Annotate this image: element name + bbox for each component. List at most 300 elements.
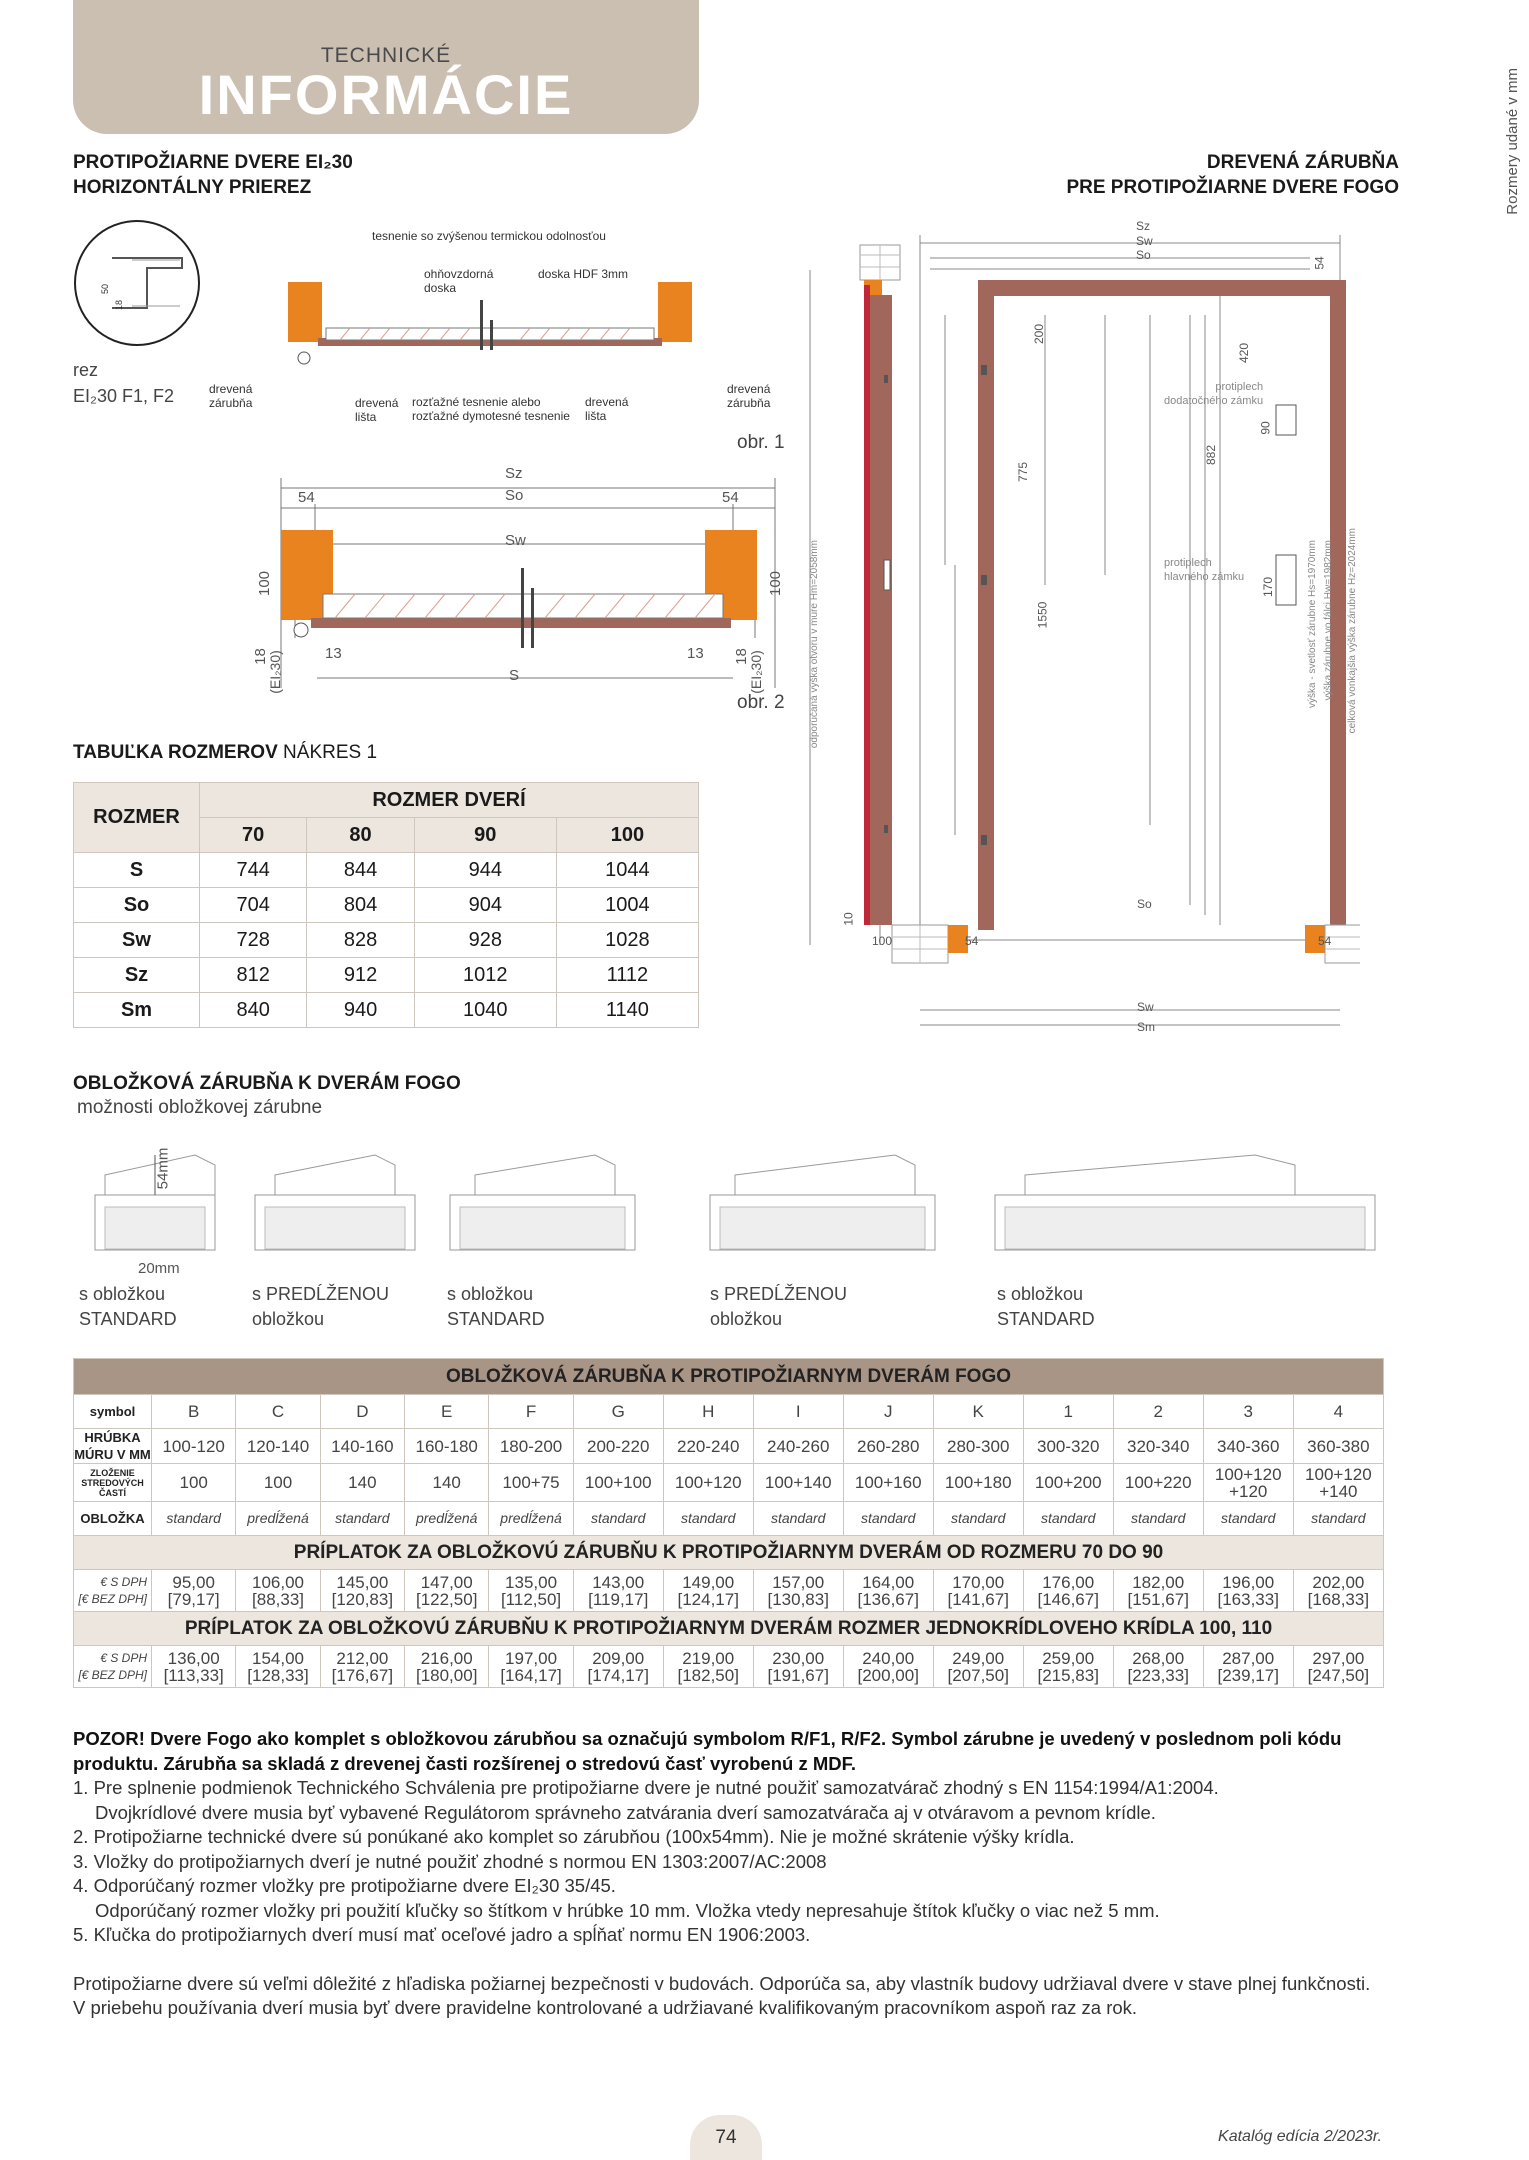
composition-value: 140	[432, 1473, 461, 1492]
surcharge1-price-net: [136,67]	[857, 1589, 919, 1609]
surcharge1-price-net: [151,67]	[1127, 1589, 1189, 1609]
surcharge2-price-vat: 197,00	[505, 1648, 558, 1668]
fig2-ei30-right: (EI₂30)	[747, 650, 764, 694]
detail-circle-drawing	[72, 218, 202, 348]
cell: 1044	[556, 853, 698, 888]
row-header: Sw	[74, 923, 200, 958]
lining-cell: predĺžená	[236, 1502, 320, 1536]
fig2-d54-right: 54	[722, 489, 739, 506]
expansion-seal-label	[412, 395, 570, 423]
note-1: 1. Pre splnenie podmienok Technického Schválenia pre protipožiarne dvere je nutné použiť samozatvárač zhodný s EN 1154:1994/A1:2004.	[73, 1777, 1219, 1798]
fig3-d10: 10	[841, 912, 856, 926]
lining-cell: standard	[320, 1502, 404, 1536]
surcharge2-price-cell	[1113, 1646, 1203, 1688]
surcharge1-price-vat: 164,00	[862, 1572, 915, 1592]
composition-cell	[933, 1464, 1023, 1502]
composition-cell	[1023, 1464, 1113, 1502]
size-table-title-bold: TABUĽKA ROZMEROV	[73, 742, 278, 763]
expansion-seal-label-2: rozťažné dymotesné tesnenie	[412, 409, 570, 423]
fig3-bottom-54-right: 54	[1318, 934, 1332, 948]
fig3-bottom-54-left: 54	[965, 934, 979, 948]
composition-value: 100+220	[1124, 1473, 1192, 1492]
composition-label-2: STREDOVÝCH ČASTÍ	[81, 1477, 144, 1498]
surcharge2-price-net: [164,17]	[500, 1665, 562, 1685]
cell: 912	[307, 958, 414, 993]
surcharge2-price-net: [176,67]	[331, 1665, 394, 1685]
thickness-cell: 220-240	[663, 1429, 753, 1464]
note-4b: Odporúčaný rozmer vložky pri použití kľučky so štítkom v hrúbke 10 mm. Vložka vtedy nepresahuje štítok kľučky o viac než 5 mm.	[95, 1899, 1160, 1921]
frame-caption-line2: STANDARD	[79, 1309, 177, 1329]
cell: 904	[414, 888, 556, 923]
surcharge1-price-net: [122,50]	[415, 1589, 478, 1609]
surcharge2-price-cell	[320, 1646, 404, 1688]
board-label-1: ohňovzdorná	[424, 267, 494, 281]
fig2-section-drawing	[255, 468, 795, 698]
surcharge2-price-net: [223,33]	[1127, 1665, 1189, 1685]
size-col-group: ROZMER DVERÍ	[200, 783, 699, 818]
composition-value: 100+180	[944, 1473, 1012, 1492]
strip-left-label-1: drevená	[355, 396, 399, 410]
rez-label: rez	[73, 360, 99, 380]
cell: 1040	[414, 993, 556, 1028]
surcharge2-price-cell	[663, 1646, 753, 1688]
composition-cell	[236, 1464, 320, 1502]
surcharge1-price-cell	[489, 1570, 573, 1612]
board-label-2: doska	[424, 281, 457, 295]
fig2-caption: obr. 2	[737, 692, 785, 713]
frame-caption-line2: obložkou	[252, 1309, 325, 1329]
lining-cell: standard	[1113, 1502, 1203, 1536]
symbol-cell: B	[152, 1395, 236, 1429]
composition-value-extra: +140	[1319, 1481, 1358, 1501]
catalog-edition: Katalóg edícia 2/2023r.	[1218, 2128, 1382, 2145]
strip-left-label	[355, 396, 398, 424]
hdf-label: doska HDF 3mm	[538, 267, 629, 281]
surcharge2-price-vat: 216,00	[420, 1648, 473, 1668]
surcharge1-price-label	[74, 1570, 152, 1612]
composition-value: 100+200	[1034, 1473, 1102, 1492]
surcharge1-price-cell	[236, 1570, 320, 1612]
composition-cell	[573, 1464, 663, 1502]
section1-title	[73, 150, 353, 200]
plate-main-label-2: hlavného zámku	[1164, 571, 1245, 583]
fig3-d90: 90	[1258, 421, 1273, 435]
surcharge2-price-vat: 230,00	[772, 1648, 825, 1668]
header-tab	[73, 0, 699, 134]
composition-value: 100+120	[1214, 1464, 1282, 1484]
composition-cell	[1113, 1464, 1203, 1502]
table-row	[74, 1359, 1384, 1395]
surcharge2-price-cell	[573, 1646, 663, 1688]
surcharge1-price-cell	[663, 1570, 753, 1612]
fig3-d54: 54	[1312, 256, 1327, 270]
frame-d54: 54mm	[154, 1147, 172, 1190]
rez-code: EI₂30 F1, F2	[73, 386, 175, 406]
note-3: 3. Vložky do protipožiarnych dverí je nutné použiť zhodné s normou EN 1303:2007/AC:2008	[73, 1850, 827, 1872]
table-row	[74, 853, 699, 888]
fig3-d200: 200	[1032, 323, 1047, 345]
surcharge1-price-cell	[1113, 1570, 1203, 1612]
surcharge2-price-vat: 259,00	[1042, 1648, 1095, 1668]
composition-value: 100+120	[674, 1473, 742, 1492]
cell: 1112	[556, 958, 698, 993]
surcharge2-price-net: [128,33]	[247, 1665, 309, 1685]
surcharge1-price-cell	[152, 1570, 236, 1612]
strip-left-label-2: lišta	[355, 410, 377, 424]
frame-right-label-1: drevená	[727, 382, 771, 396]
surcharge2-price-net: [239,17]	[1217, 1665, 1279, 1685]
composition-value: 100+75	[502, 1473, 560, 1492]
surcharge2-price-cell	[933, 1646, 1023, 1688]
surcharge2-price-cell	[1023, 1646, 1113, 1688]
fig3-bottom-sw: Sw	[1137, 1000, 1154, 1014]
frames-title: OBLOŽKOVÁ ZÁRUBŇA K DVERÁM FOGO	[73, 1073, 461, 1094]
cell: 1004	[556, 888, 698, 923]
cell: 940	[307, 993, 414, 1028]
table-row	[74, 1536, 1384, 1570]
composition-cell	[320, 1464, 404, 1502]
closing-note: Protipožiarne dvere sú veľmi dôležité z hľadiska požiarnej bezpečnosti v budovách. Odporúča sa, aby vlastník budovy udržiaval dvere v stave plnej funkčnosti. V priebehu používania dverí musia byť dvere pravidelne kontrolované a udržiavané kvalifikovaným pracovníkom aspoň raz za rok.	[73, 1972, 1371, 2018]
frame-left-label	[209, 382, 252, 410]
thickness-cell: 340-360	[1203, 1429, 1293, 1464]
composition-value: 100	[263, 1473, 293, 1492]
lining-cell: standard	[1293, 1502, 1383, 1536]
thickness-cell: 320-340	[1113, 1429, 1203, 1464]
fig3-light-height: výška - svetlosť zárubne Hs=1970mm	[1307, 540, 1318, 708]
table-row	[74, 923, 699, 958]
table-row	[74, 993, 699, 1028]
plate-main-label	[1164, 556, 1244, 584]
symbol-cell: H	[663, 1395, 753, 1429]
surcharge1-price-cell	[753, 1570, 843, 1612]
size-col: 70	[200, 818, 307, 853]
size-col: 100	[556, 818, 698, 853]
thickness-cell: 360-380	[1293, 1429, 1383, 1464]
surcharge2-price-net: [182,50]	[677, 1665, 739, 1685]
surcharge1-price-vat: 157,00	[772, 1572, 825, 1592]
surcharge1-price-net: [79,17]	[167, 1589, 220, 1609]
table-row	[74, 1612, 1384, 1646]
fogo-title: OBLOŽKOVÁ ZÁRUBŇA K PROTIPOŽIARNYM DVERÁM FOGO	[74, 1359, 1384, 1395]
note-5: 5. Kľučka do protipožiarnych dverí musí mať oceľové jadro a spĺňať normu EN 1906:2003.	[73, 1924, 811, 1945]
surcharge1-price-net: [124,17]	[677, 1589, 739, 1609]
table-row	[74, 888, 699, 923]
notes-block	[73, 1727, 1384, 2021]
surcharge2-price-vat: 240,00	[862, 1648, 915, 1668]
cell: 804	[307, 888, 414, 923]
plate-extra-label-2: dodatočného zámku	[1164, 395, 1264, 407]
section2-title	[1066, 150, 1399, 200]
frame-d20: 20mm	[138, 1260, 180, 1277]
surcharge2-price-vat: 249,00	[952, 1648, 1005, 1668]
cell: 704	[200, 888, 307, 923]
section1-title-line2: HORIZONTÁLNY PRIEREZ	[73, 177, 312, 198]
composition-cell	[843, 1464, 933, 1502]
frame-caption-line1: s PREDĹŽENOU	[252, 1284, 390, 1304]
composition-value: 100	[179, 1473, 208, 1492]
lining-cell: standard	[573, 1502, 663, 1536]
symbol-cell: D	[320, 1395, 404, 1429]
fig3-sw: Sw	[1136, 234, 1153, 248]
thickness-label-1: HRÚBKA	[84, 1430, 141, 1445]
composition-label	[74, 1464, 152, 1502]
frame-caption-line2: obložkou	[710, 1309, 783, 1329]
composition-cell	[663, 1464, 753, 1502]
section1-title-line1: PROTIPOŽIARNE DVERE EI₂30	[73, 152, 353, 173]
row-header: Sz	[74, 958, 200, 993]
cell: 812	[200, 958, 307, 993]
surcharge2-price-net: [215,83]	[1037, 1665, 1099, 1685]
surcharge2-price-vat: 268,00	[1132, 1648, 1185, 1668]
surcharge2-price-label-1: € S DPH	[100, 1650, 147, 1665]
symbol-cell: 2	[1113, 1395, 1203, 1429]
composition-cell	[489, 1464, 573, 1502]
surcharge2-price-cell	[236, 1646, 320, 1688]
thickness-label	[74, 1429, 152, 1464]
table-row	[74, 1570, 1384, 1612]
thickness-cell: 300-320	[1023, 1429, 1113, 1464]
frame-caption-line2: STANDARD	[997, 1309, 1095, 1329]
table-row	[74, 1502, 1384, 1536]
row-header: S	[74, 853, 200, 888]
symbol-cell: K	[933, 1395, 1023, 1429]
fig3-so: So	[1136, 248, 1151, 262]
expansion-seal-label-1: rozťažné tesnenie alebo	[412, 395, 541, 409]
cell: 928	[414, 923, 556, 958]
fig3-rebate-height: výška zárubne vo fálci Hw=1982mm	[1323, 540, 1334, 701]
surcharge1-price-cell	[1203, 1570, 1293, 1612]
cell: 1012	[414, 958, 556, 993]
composition-cell	[405, 1464, 489, 1502]
surcharge2-price-vat: 297,00	[1312, 1648, 1365, 1668]
surcharge2-price-net: [207,50]	[947, 1665, 1009, 1685]
fig3-total-height: celková vonkajšia výška zárubne Hz=2024mm	[1347, 528, 1358, 734]
surcharge1-price-net: [141,67]	[947, 1589, 1009, 1609]
fig3-sz: Sz	[1136, 219, 1151, 233]
lining-cell: standard	[663, 1502, 753, 1536]
fig1-section-drawing	[280, 270, 740, 380]
fig2-s: S	[509, 667, 520, 684]
composition-label-1: ZLOŽENIE	[90, 1467, 135, 1478]
surcharge2-price-label-2: [€ BEZ DPH]	[78, 1667, 147, 1682]
surcharge2-price-cell	[843, 1646, 933, 1688]
lining-cell: standard	[1023, 1502, 1113, 1536]
surcharge1-price-vat: 176,00	[1042, 1572, 1095, 1592]
surcharge1-price-cell	[405, 1570, 489, 1612]
fig3-d170: 170	[1261, 576, 1276, 598]
surcharge2-price-label	[74, 1646, 152, 1688]
frame-caption	[710, 1282, 847, 1332]
composition-cell	[1203, 1464, 1293, 1502]
surcharge2-price-vat: 212,00	[336, 1648, 389, 1668]
frames-subtitle: možnosti obložkovej zárubne	[77, 1097, 323, 1118]
surcharge2-price-cell	[1293, 1646, 1383, 1688]
surcharge1-price-vat: 182,00	[1132, 1572, 1185, 1592]
table-row	[74, 1395, 1384, 1429]
lining-cell: standard	[753, 1502, 843, 1536]
units-note: Rozmery udané v mm	[1504, 68, 1521, 215]
fig2-d54-left: 54	[298, 489, 315, 506]
fig2-ei30-left: (EI₂30)	[266, 650, 283, 694]
thickness-cell: 140-160	[320, 1429, 404, 1464]
surcharge2-price-cell	[489, 1646, 573, 1688]
surcharge1-price-net: [88,33]	[252, 1589, 305, 1609]
frame-left-label-2: zárubňa	[209, 396, 253, 410]
note-2: 2. Protipožiarne technické dvere sú ponúkané ako komplet so zárubňou (100x54mm). Nie je možné skrátenie výšky krídla.	[73, 1826, 1075, 1847]
surcharge1-price-vat: 170,00	[952, 1572, 1005, 1592]
fig2-d100-left: 100	[256, 570, 274, 597]
surcharge1-price-vat: 106,00	[252, 1572, 305, 1592]
surcharge2-price-vat: 154,00	[252, 1648, 305, 1668]
composition-cell	[1293, 1464, 1383, 1502]
lining-cell: standard	[152, 1502, 236, 1536]
size-table-title-normal: NÁKRES 1	[277, 742, 378, 763]
surcharge2-price-net: [113,33]	[163, 1665, 224, 1685]
table-row	[74, 1429, 1384, 1464]
surcharge2-price-cell	[152, 1646, 236, 1688]
thickness-cell: 100-120	[152, 1429, 236, 1464]
fig2-d18-right: 18	[732, 648, 750, 665]
fig2-so: So	[505, 487, 524, 504]
surcharge1-price-cell	[1023, 1570, 1113, 1612]
surcharge1-price-cell	[320, 1570, 404, 1612]
size-col: 90	[414, 818, 556, 853]
surcharge2-price-net: [180,00]	[415, 1665, 478, 1685]
symbol-label: symbol	[74, 1395, 152, 1429]
composition-value: 100+160	[854, 1473, 922, 1492]
frame-right-label	[727, 382, 770, 410]
thickness-cell: 160-180	[405, 1429, 489, 1464]
warning-note: POZOR! Dvere Fogo ako komplet s obložkovou zárubňou sa označujú symbolom R/F1, R/F2. Symbol zárubne je uvedený v poslednom poli kódu produktu. Zárubňa sa skladá z drevenej časti rozšírenej o stredovú časť vyrobenú z MDF.	[73, 1728, 1342, 1774]
composition-value: 140	[348, 1473, 377, 1492]
composition-value: 100+120	[1305, 1464, 1372, 1484]
fogo-table	[73, 1358, 1384, 1688]
symbol-cell: F	[489, 1395, 573, 1429]
note-1b: Dvojkrídlové dvere musia byť vybavené Regulátorom správneho zatvárania dverí samozatvárača aj v otváravom a pevnom krídle.	[95, 1801, 1156, 1823]
composition-cell	[152, 1464, 236, 1502]
fig2-d18-left: 18	[251, 648, 269, 665]
fig2-sz: Sz	[505, 465, 523, 482]
cell: 944	[414, 853, 556, 888]
surcharge1-price-vat: 147,00	[420, 1572, 473, 1592]
board-label	[424, 267, 493, 295]
thickness-cell: 280-300	[933, 1429, 1023, 1464]
table-row	[74, 1646, 1384, 1688]
thickness-cell: 200-220	[573, 1429, 663, 1464]
section2-title-line2: PRE PROTIPOŽIARNE DVERE FOGO	[1066, 177, 1399, 198]
detail-dim-18: 18	[114, 299, 125, 311]
symbol-cell: 1	[1023, 1395, 1113, 1429]
frame-options-drawing	[75, 1135, 1395, 1260]
surcharge2-price-net: [247,50]	[1307, 1665, 1370, 1685]
lining-cell: standard	[843, 1502, 933, 1536]
fig3-bottom-so: So	[1137, 897, 1152, 911]
header-title: INFORMÁCIE	[198, 63, 574, 126]
surcharge1-price-net: [119,17]	[588, 1589, 649, 1609]
seal-label: tesnenie so zvýšenou termickou odolnosťou	[372, 229, 606, 243]
plate-extra-label-1: protiplech	[1215, 381, 1264, 393]
frame-caption	[447, 1282, 545, 1332]
surcharge1-price-vat: 135,00	[505, 1572, 558, 1592]
fig3-recommended-height: odporúčaná výška otvoru v múre Hm=2058mm	[809, 540, 820, 749]
thickness-label-2: MÚRU V MM	[74, 1447, 151, 1462]
surcharge1-price-net: [130,83]	[767, 1589, 829, 1609]
cell: 840	[200, 993, 307, 1028]
header-sup: TECHNICKÉ	[320, 44, 452, 67]
surcharge1-price-cell	[933, 1570, 1023, 1612]
surcharge1-price-net: [168,33]	[1307, 1589, 1370, 1609]
strip-right-label-2: lišta	[585, 409, 607, 423]
cell: 728	[200, 923, 307, 958]
frame-caption	[997, 1282, 1095, 1332]
lining-cell: standard	[933, 1502, 1023, 1536]
composition-value: 100+140	[764, 1473, 832, 1492]
surcharge1-price-net: [163,33]	[1217, 1589, 1279, 1609]
fig3-d775: 775	[1016, 461, 1031, 483]
fig2-d13-right: 13	[687, 645, 704, 662]
frame-caption-line1: s obložkou	[997, 1284, 1084, 1304]
surcharge2-price-vat: 136,00	[167, 1648, 220, 1668]
frame-left-label-1: drevená	[209, 382, 253, 396]
fig3-d100: 100	[872, 934, 893, 948]
composition-value-extra: +120	[1229, 1481, 1268, 1501]
fig1-caption: obr. 1	[737, 432, 785, 453]
frame-caption-line2: STANDARD	[447, 1309, 545, 1329]
surcharge2-price-net: [174,17]	[587, 1665, 649, 1685]
row-header: Sm	[74, 993, 200, 1028]
frame-caption-line1: s obložkou	[447, 1284, 534, 1304]
surcharge1-price-net: [112,50]	[500, 1589, 562, 1609]
fig2-d13-left: 13	[325, 645, 342, 662]
surcharge1-price-vat: 196,00	[1222, 1572, 1275, 1592]
surcharge1-price-cell	[843, 1570, 933, 1612]
fig3-frame-drawing	[800, 225, 1360, 1055]
composition-value: 100+100	[584, 1473, 652, 1492]
fig2-d100-right: 100	[767, 570, 785, 597]
row-header: So	[74, 888, 200, 923]
symbol-cell: I	[753, 1395, 843, 1429]
page-number: 74	[690, 2115, 762, 2160]
section2-title-line1: DREVENÁ ZÁRUBŇA	[1206, 152, 1399, 173]
surcharge2-price-net: [200,00]	[857, 1665, 919, 1685]
surcharge1-price-vat: 202,00	[1312, 1572, 1365, 1592]
note-4: 4. Odporúčaný rozmer vložky pre protipožiarne dvere EI₂30 35/45.	[73, 1875, 616, 1896]
fig3-d420: 420	[1237, 342, 1252, 364]
surcharge1-title: PRÍPLATOK ZA OBLOŽKOVÚ ZÁRUBŇU K PROTIPOŽIARNYM DVERÁM OD ROZMERU 70 DO 90	[74, 1536, 1384, 1570]
symbol-cell: 3	[1203, 1395, 1293, 1429]
plate-extra-label	[1164, 380, 1263, 408]
surcharge2-price-net: [191,67]	[767, 1665, 829, 1685]
surcharge2-price-vat: 287,00	[1222, 1648, 1275, 1668]
cell: 1028	[556, 923, 698, 958]
strip-right-label	[585, 395, 628, 423]
symbol-cell: J	[843, 1395, 933, 1429]
symbol-cell: 4	[1293, 1395, 1383, 1429]
thickness-cell: 180-200	[489, 1429, 573, 1464]
frame-right-label-2: zárubňa	[727, 396, 771, 410]
size-col: 80	[307, 818, 414, 853]
fig3-d1550: 1550	[1035, 601, 1050, 629]
surcharge1-price-cell	[573, 1570, 663, 1612]
surcharge2-price-vat: 209,00	[592, 1648, 645, 1668]
plate-main-label-1: protiplech	[1164, 557, 1212, 569]
fig3-bottom-sm: Sm	[1137, 1020, 1155, 1034]
surcharge1-price-net: [120,83]	[331, 1589, 394, 1609]
table-row	[74, 958, 699, 993]
composition-cell	[753, 1464, 843, 1502]
surcharge2-price-cell	[1203, 1646, 1293, 1688]
surcharge1-price-vat: 95,00	[172, 1572, 215, 1592]
